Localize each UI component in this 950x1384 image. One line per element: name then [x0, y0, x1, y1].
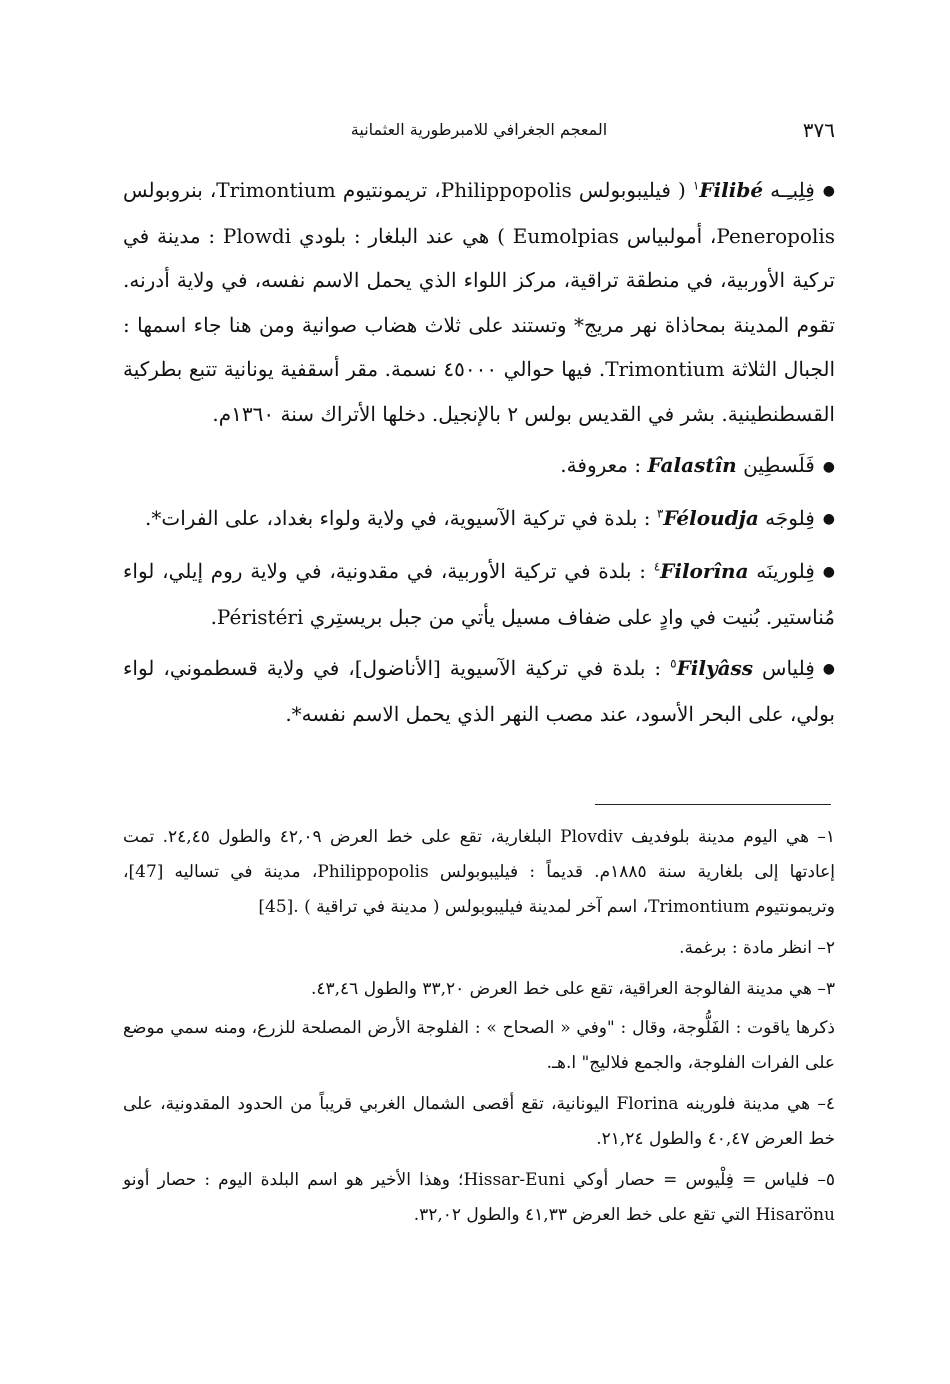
bullet-icon: ● [822, 511, 835, 528]
footnote-marker: ٥ [670, 656, 677, 671]
bullet-icon: ● [822, 458, 835, 475]
footnote-5 [123, 1163, 835, 1233]
entry-body: : بلدة في تركية الأوربية، في مقدونية، في ولاية روم إيلي، لواء مُناستير. بُنيت في وادٍ على ضفاف مسيل يأتي من جبل بريستِري Péristéri. [123, 558, 835, 629]
entry-headword: فِلياس [762, 656, 815, 680]
entry-filorina [123, 549, 835, 639]
footnote-3 [123, 972, 835, 1081]
bullet-icon: ● [822, 183, 835, 200]
entry-body: : بلدة في تركية الآسيوية [الأناضول]، في ولاية قسطموني، لواء بولي، على البحر الأسود، عند مصب النهر الذي يحمل الاسم نفسه*. [123, 656, 835, 726]
entry-headword: فِلورينَه [756, 558, 815, 583]
footnote-text: ٢– انظر مادة : برغمة. [679, 938, 835, 958]
footnote-separator [595, 804, 831, 805]
entry-body: ( فيليبوبولس Philippopolis، تريمونتيوم Trimontium، بنروبولس Peneropolis، أمولبياس Eumolpias ) هي عند البلغار : بلودي Plowdi : مدينة في تركية الأوربية، في منطقة تراقية، مركز اللواء الذي يحمل الاسم نفسه، في ولاية أدرنه. تقوم المدينة بمحاذاة نهر مريج* وتستند على ثلاث هضاب صوانية ومن هنا جاء اسمها : الجبال الثلاثة Trimontium. فيها حوالي ٤٥٠٠٠ نسمة. مقر أسقفية يونانية تتبع بطركية القسطنطينية. بشر في القديس بولس ٢ بالإنجيل. دخلها الأتراك سنة ١٣٦٠م. [123, 178, 836, 426]
entry-feloudja [123, 496, 835, 542]
entry-body: : بلدة في تركية الآسيوية، في ولاية ولواء بغداد، على الفرات*. [145, 506, 651, 530]
entry-latin-name: Filorîna [660, 558, 749, 583]
entry-headword: فِلِبـِـه [770, 178, 815, 202]
footnote-4 [123, 1087, 835, 1157]
page-header [123, 118, 835, 148]
running-title: المعجم الجغرافي للامبرطورية العثمانية [350, 120, 608, 139]
footnote-text: ١– هي اليوم مدينة بلوفديف Plovdiv البلغارية، تقع على خط العرض ٤٢,٠٩ والطول ٢٤,٤٥. تمت إعادتها إلى بلغارية سنة ١٨٨٥م. قديماً : فيليبوبولس Philippopolis، مدينة في تساليه [47]، وتريمونتيوم Trimontium، اسم آخر لمدينة فيليبوبولس ( مدينة في تراقية ) .[45] [123, 827, 836, 917]
footnote-text: ٤– هي مدينة فلورينه Florina اليونانية، تقع أقصى الشمال الغربي قريباً من الحدود المقدونية، على خط العرض ٤٠,٤٧ والطول ٢١,٢٤. [123, 1094, 835, 1149]
entry-headword: فِلوجَه [765, 506, 815, 530]
footnote-text: ٣– هي مدينة الفالوجة العراقية، تقع على خط العرض ٣٣,٢٠ والطول ٤٣,٤٦. [310, 979, 835, 999]
footnote-marker: ٣ [656, 506, 664, 521]
footnote-2 [123, 931, 835, 966]
footnote-text: ذكرها ياقوت : الفَلُّوجة، وقال : "وفي « الصحاح » : الفلوجة الأرض المصلحة للزرع، ومنه سمي موضع على الفرات الفلوجة، والجمع فلاليج" ا.هـ. [123, 1018, 835, 1073]
entry-body: : معروفة. [560, 453, 642, 478]
page-number: ٣٧٦ [802, 118, 835, 142]
entry-latin-name: Falastîn [647, 453, 737, 478]
entry-latin-name: Filyâss [676, 656, 754, 680]
dictionary-entries [123, 168, 835, 743]
bullet-icon: ● [822, 564, 836, 580]
entry-filibe [123, 168, 835, 436]
entry-falastin [123, 443, 835, 489]
entry-latin-name: Filibé [699, 178, 764, 202]
footnote-text: ٥– فلياس = فِلْيوس = حصار أوكي Hissar-Euni؛ وهذا الأخير هو اسم البلدة اليوم : حصار أونو Hisarönu التي تقع على خط العرض ٤١,٣٣ والطول ٣٢,٠٢. [123, 1170, 835, 1225]
bullet-icon: ● [822, 661, 835, 678]
footnotes [123, 820, 835, 1239]
footnote-1 [123, 820, 835, 925]
entry-headword: فَلَسطِين [743, 453, 815, 478]
entry-latin-name: Féloudja [663, 506, 759, 530]
footnote-marker: ٤ [653, 559, 661, 574]
entry-filyass [123, 646, 835, 736]
footnote-marker: ١ [692, 178, 700, 193]
